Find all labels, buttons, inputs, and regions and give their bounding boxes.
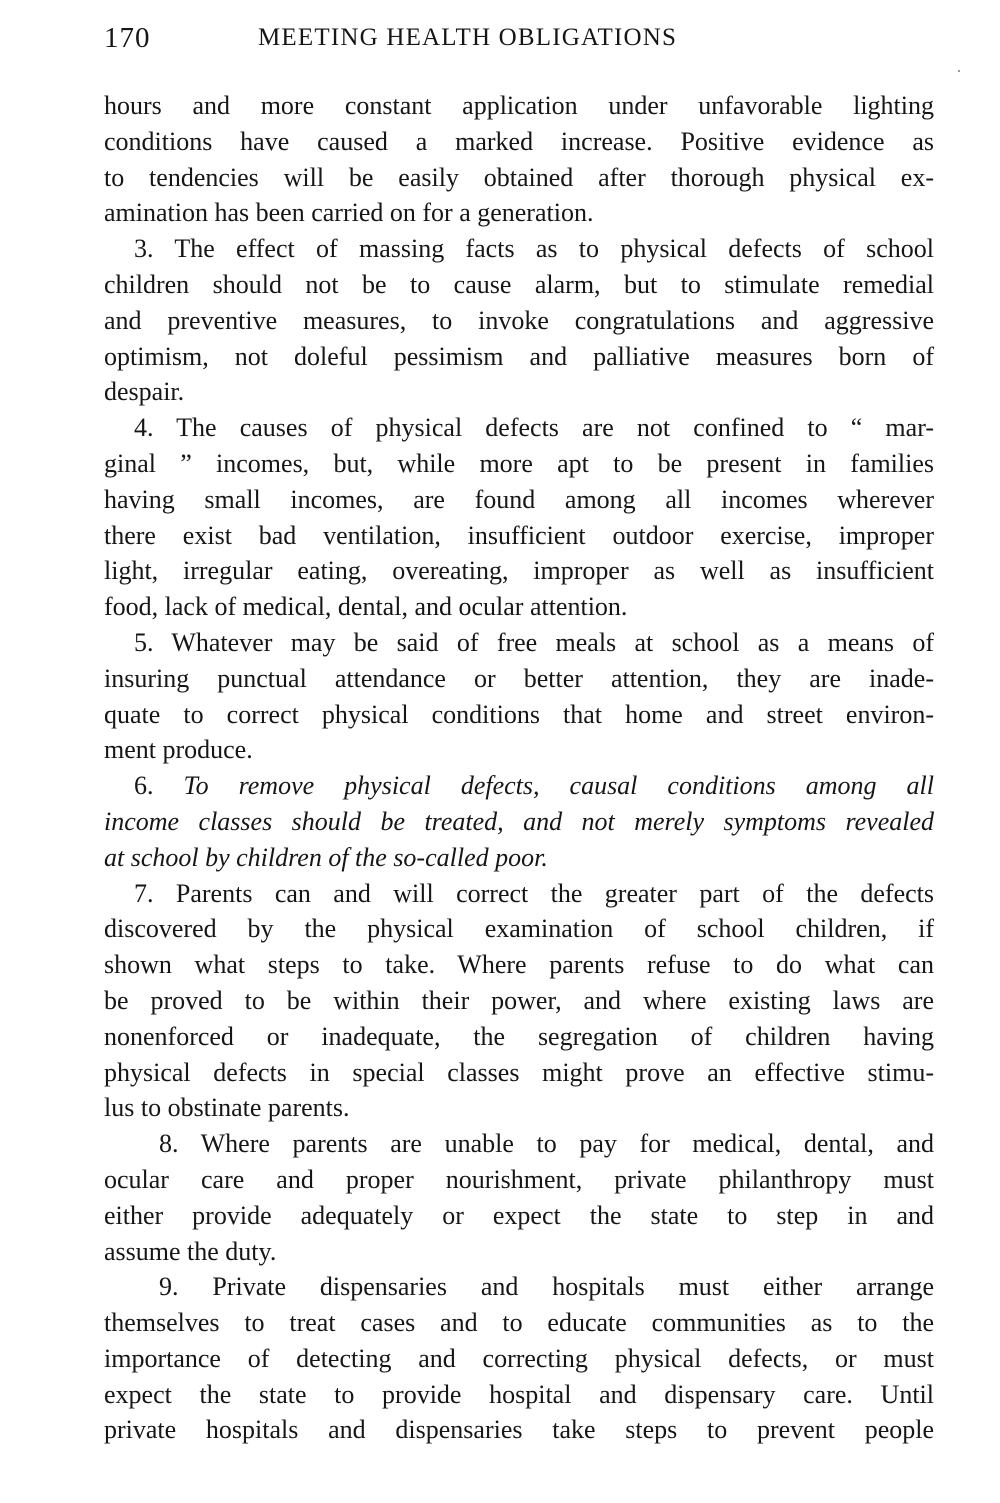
text-line: either provide adequately or expect the state to step in and xyxy=(104,1200,934,1230)
text-line: ginal ” incomes, but, while more apt to be present in families xyxy=(104,448,934,478)
text-line: amination has been carried on for a generation. xyxy=(104,198,594,228)
text-line: ment produce. xyxy=(104,735,253,765)
page-header xyxy=(104,22,944,62)
text-line: hours and more constant application under unfavorable lighting xyxy=(104,91,934,120)
text-line: assume the duty. xyxy=(104,1236,277,1266)
italic-text: To remove physical defects, causal conditions among all xyxy=(183,771,934,801)
page-number: 170 xyxy=(104,22,151,54)
text-line: food, lack of medical, dental, and ocular attention. xyxy=(104,592,628,622)
text-line: 7. Parents can and will correct the greater part of the defects xyxy=(134,878,934,908)
text-line: lus to obstinate parents. xyxy=(104,1093,350,1123)
text-line: themselves to treat cases and to educate communities as to the xyxy=(104,1308,934,1338)
paragraph-item-7 xyxy=(104,876,934,1127)
scan-speck xyxy=(958,70,960,72)
text-line: importance of detecting and correcting physical defects, or must xyxy=(104,1343,934,1373)
text-line: nonenforced or inadequate, the segregation of children having xyxy=(104,1021,934,1051)
text-line: conditions have caused a marked increase. Positive evidence as xyxy=(104,126,934,156)
text-line: there exist bad ventilation, insufficient outdoor exercise, improper xyxy=(104,520,934,550)
text-line: light, irregular eating, overeating, improper as well as insufficient xyxy=(104,556,934,586)
text-line: insuring punctual attendance or better attention, they are inade- xyxy=(104,663,934,693)
page-body xyxy=(104,88,934,1448)
text-line: and preventive measures, to invoke congratulations and aggressive xyxy=(104,305,934,335)
text-line: to tendencies will be easily obtained after thorough physical ex- xyxy=(104,162,934,192)
text-line: 9. Private dispensaries and hospitals must either arrange xyxy=(159,1272,934,1302)
text-line: 3. The effect of massing facts as to physical defects of school xyxy=(134,234,934,264)
text-line: at school by children of the so-called poor. xyxy=(104,842,548,872)
paragraph-item-4 xyxy=(104,410,934,625)
text-line: 4. The causes of physical defects are not confined to “ mar- xyxy=(134,413,934,443)
paragraph-item-5 xyxy=(104,625,934,768)
paragraph-item-8 xyxy=(104,1126,934,1269)
text-line: physical defects in special classes might prove an effective stimu- xyxy=(104,1057,934,1087)
text-line: quate to correct physical conditions that home and street environ- xyxy=(104,699,934,729)
text-line: 8. Where parents are unable to pay for medical, dental, and xyxy=(159,1129,934,1159)
text-line: be proved to be within their power, and where existing laws are xyxy=(104,985,934,1015)
text-line: having small incomes, are found among all incomes wherever xyxy=(104,484,934,514)
paragraph-item-3 xyxy=(104,231,934,410)
text-line: private hospitals and dispensaries take steps to prevent people xyxy=(104,1415,934,1445)
text-line: shown what steps to take. Where parents refuse to do what can xyxy=(104,950,934,980)
paragraph-item-6 xyxy=(104,768,934,875)
text-line: children should not be to cause alarm, but to stimulate remedial xyxy=(104,269,934,299)
text-line: discovered by the physical examination of school children, if xyxy=(104,914,934,944)
text-line: optimism, not doleful pessimism and palliative measures born of xyxy=(104,341,934,371)
text-line: ocular care and proper nourishment, private philanthropy must xyxy=(104,1164,934,1194)
text-line xyxy=(104,768,934,804)
text-line: expect the state to provide hospital and dispensary care. Until xyxy=(104,1379,934,1409)
item-number: 6. xyxy=(134,771,154,801)
paragraph-item-9 xyxy=(104,1269,934,1448)
text-line: despair. xyxy=(104,377,185,407)
text-line: income classes should be treated, and not merely symptoms revealed xyxy=(104,806,934,836)
running-title: MEETING HEALTH OBLIGATIONS xyxy=(258,24,678,51)
text-line: 5. Whatever may be said of free meals at school as a means of xyxy=(134,627,934,657)
paragraph-continuation xyxy=(104,88,934,231)
